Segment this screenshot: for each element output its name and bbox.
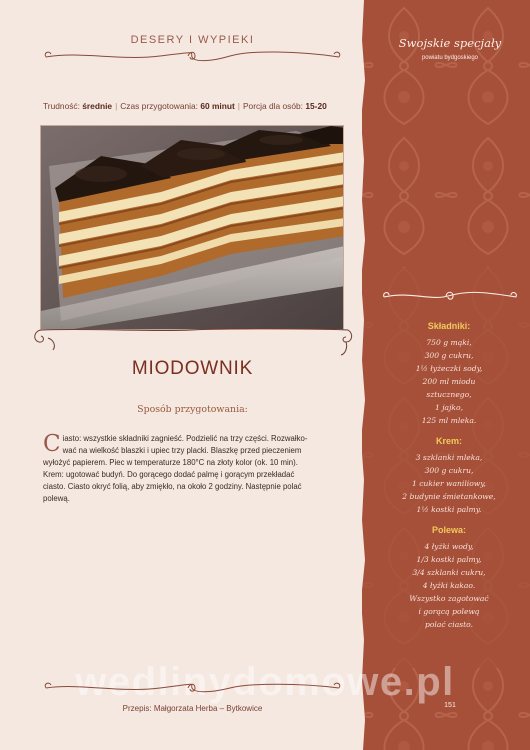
ingredient-item: 1½ łyżeczki sody, xyxy=(415,364,483,373)
credit-author: Małgorzata Herba – Bytkowice xyxy=(153,704,263,713)
ingredient-heading: Krem: xyxy=(435,436,462,446)
ingredient-item: 200 ml miodu xyxy=(422,377,476,386)
portions-value: 15-20 xyxy=(305,101,327,111)
ingredient-group-cream xyxy=(374,435,524,516)
ingredient-group-dough xyxy=(374,320,524,427)
flourish-divider-icon xyxy=(40,46,345,66)
time-label: Czas przygotowania: xyxy=(120,101,198,111)
ingredient-item: 1 cukier waniliowy, xyxy=(412,479,486,488)
ingredient-item: 4 łyżki wody, xyxy=(424,542,474,551)
method-line: polewą. xyxy=(43,494,70,503)
method-line: wać na wielkość blaszki i upiec trzy placki. Blaszkę przed pieczeniem xyxy=(62,446,302,455)
ingredient-item: i gorącą polewą xyxy=(418,607,480,616)
page-number: 151 xyxy=(444,702,456,709)
ingredient-group-glaze xyxy=(374,524,524,631)
ingredient-item: 750 g mąki, xyxy=(426,338,472,347)
ingredient-item: 3/4 szklanki cukru, xyxy=(412,568,486,577)
ingredient-heading: Składniki: xyxy=(427,321,471,331)
ingredient-item: 1 jajko, xyxy=(434,403,464,412)
recipe-credit xyxy=(40,704,345,713)
method-line: ciasto. Ciasto okryć folią, aby zmiękło, na około 2 godziny. Następnie polać xyxy=(43,482,302,491)
method-text xyxy=(43,433,343,505)
recipe-title: MIODOWNIK xyxy=(131,358,254,379)
right-flourish-icon xyxy=(380,287,520,305)
ingredient-item: 1/3 kostki palmy, xyxy=(416,555,482,564)
method-line: Krem: ugotować budyń. Do gorącego dodać palmę i gorącym przekładać xyxy=(43,470,295,479)
ingredient-item: 1½ kostki palmy. xyxy=(416,505,482,514)
section-title: DESERY I WYPIEKI xyxy=(130,34,255,46)
brand-subtitle: powiatu bydgoskiego xyxy=(421,55,479,61)
ingredient-item: 300 g cukru, xyxy=(424,351,474,360)
credit-label: Przepis: xyxy=(122,704,152,713)
ingredient-heading: Polewa: xyxy=(431,525,466,535)
ingredient-item: 3 szklanki mleka, xyxy=(415,453,483,462)
ingredient-item: 2 budynie śmietankowe, xyxy=(402,492,496,501)
ingredient-item: 300 g cukru, xyxy=(424,466,474,475)
method-line: wyłożyć papierem. Piec w temperaturze 180°C na złoty kolor (ok. 10 min). xyxy=(43,458,298,467)
torn-edge-icon xyxy=(356,0,370,750)
difficulty-value: średnie xyxy=(82,101,113,111)
brand-name: Swojskie specjały xyxy=(398,36,502,50)
ingredient-item: Wszystko zagotować xyxy=(409,594,489,603)
recipe-meta: Trudność: średnie | Czas przygotowania: 60 minut | Porcja dla osób: 15-20 xyxy=(43,101,327,111)
ingredient-item: 125 ml mleka. xyxy=(421,416,477,425)
ingredient-item: polać ciasto. xyxy=(424,620,474,629)
cake-photo xyxy=(40,125,344,330)
difficulty-label: Trudność: xyxy=(43,101,80,111)
bottom-flourish-icon xyxy=(40,678,345,698)
watermark: wedlinydomowe.pl xyxy=(75,660,455,704)
ingredients-list xyxy=(374,320,524,639)
method-line: iasto: wszystkie składniki zagnieść. Podzielić na trzy części. Rozwałko- xyxy=(62,434,308,443)
method-heading: Sposób przygotowania: xyxy=(137,404,248,415)
ingredient-item: 4 łyżki kakao. xyxy=(422,581,476,590)
photo-flourish-icon xyxy=(30,322,355,358)
drop-cap: C xyxy=(43,431,61,457)
ingredient-item: sztucznego, xyxy=(426,390,472,399)
portions-label: Porcja dla osób: xyxy=(242,101,304,111)
time-value: 60 minut xyxy=(200,101,235,111)
